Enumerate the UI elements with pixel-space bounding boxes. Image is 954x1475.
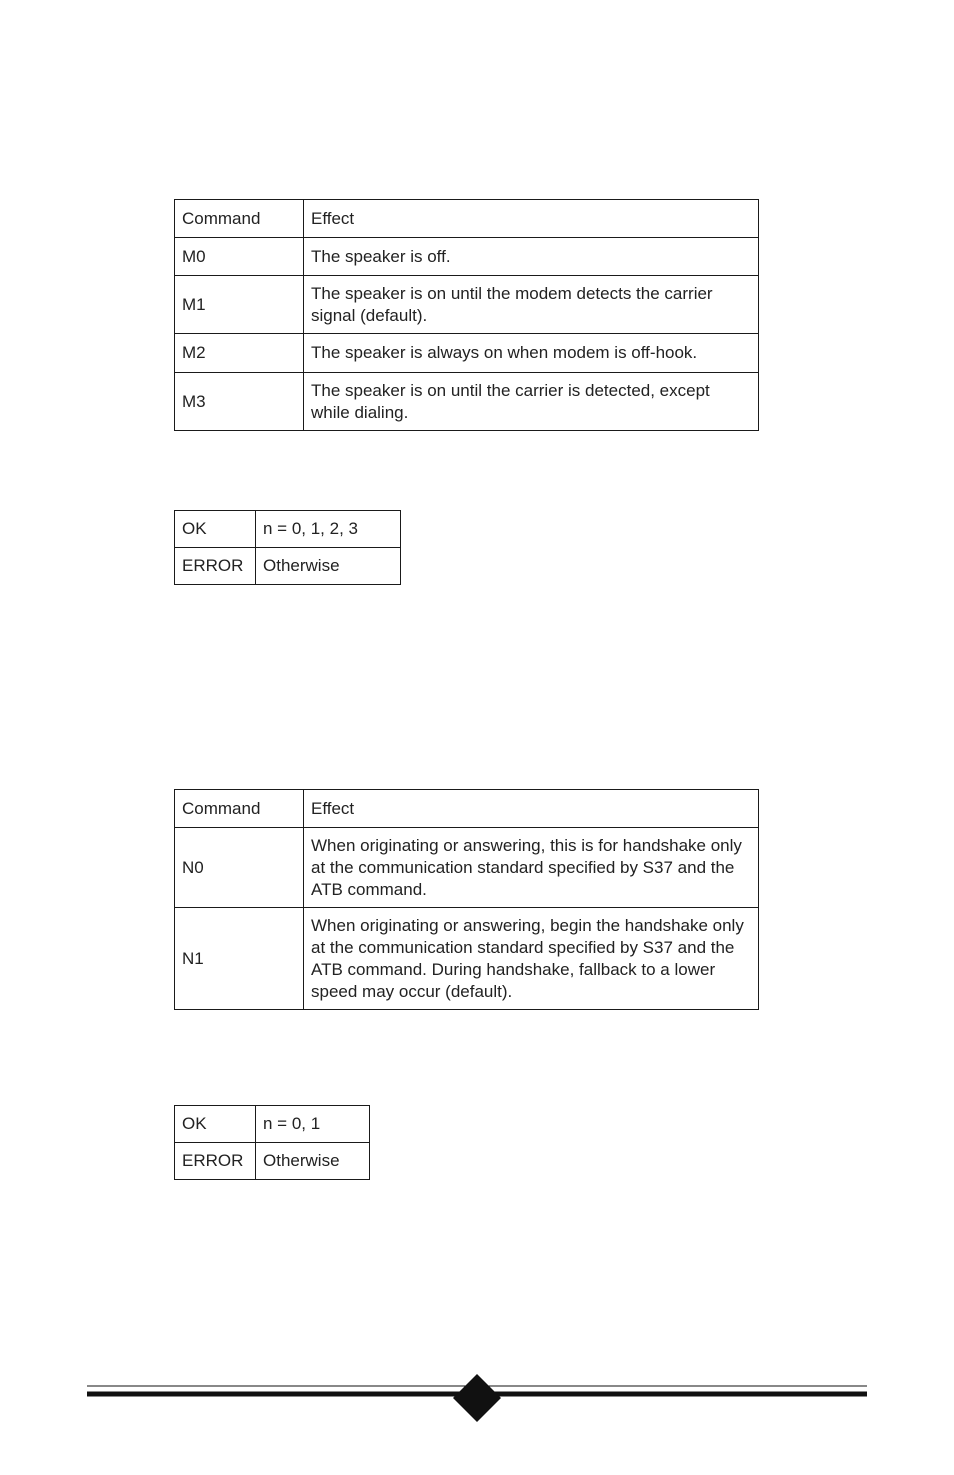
effect-cell: When originating or answering, begin the handshake only at the communication standard specified by S37 and the ATB command. During handshake, fallback to a lower speed may occur (default). [304, 908, 759, 1010]
table-row [175, 276, 759, 334]
table-row [175, 334, 759, 373]
result-code-cell: ERROR [175, 548, 256, 585]
command-cell: M2 [175, 334, 304, 373]
result-condition-cell: Otherwise [256, 548, 401, 585]
table-row [175, 1143, 370, 1180]
result-code-cell: OK [175, 511, 256, 548]
column-header-command: Command [175, 200, 304, 238]
column-header-effect: Effect [304, 790, 759, 828]
column-header-effect: Effect [304, 200, 759, 238]
handshake-result-table [174, 1105, 370, 1180]
result-condition-cell: Otherwise [256, 1143, 370, 1180]
effect-cell: The speaker is on until the carrier is detected, except while dialing. [304, 373, 759, 431]
table-row [175, 908, 759, 1010]
command-cell: M3 [175, 373, 304, 431]
column-header-command: Command [175, 790, 304, 828]
command-cell: M0 [175, 238, 304, 276]
table-row [175, 238, 759, 276]
table-row [175, 1106, 370, 1143]
command-cell: N1 [175, 908, 304, 1010]
result-condition-cell: n = 0, 1 [256, 1106, 370, 1143]
table-row [175, 373, 759, 431]
table-header-row [175, 790, 759, 828]
table-row [175, 548, 401, 585]
effect-cell: The speaker is always on when modem is off-hook. [304, 334, 759, 373]
effect-cell: The speaker is on until the modem detects the carrier signal (default). [304, 276, 759, 334]
diamond-icon [453, 1374, 501, 1422]
command-cell: M1 [175, 276, 304, 334]
handshake-command-table [174, 789, 759, 1010]
effect-cell: When originating or answering, this is for handshake only at the communication standard specified by S37 and the ATB command. [304, 828, 759, 908]
result-code-cell: ERROR [175, 1143, 256, 1180]
table-header-row [175, 200, 759, 238]
table-row [175, 511, 401, 548]
table-row [175, 828, 759, 908]
speaker-command-table [174, 199, 759, 431]
result-condition-cell: n = 0, 1, 2, 3 [256, 511, 401, 548]
effect-cell: The speaker is off. [304, 238, 759, 276]
command-cell: N0 [175, 828, 304, 908]
result-code-cell: OK [175, 1106, 256, 1143]
speaker-result-table [174, 510, 401, 585]
